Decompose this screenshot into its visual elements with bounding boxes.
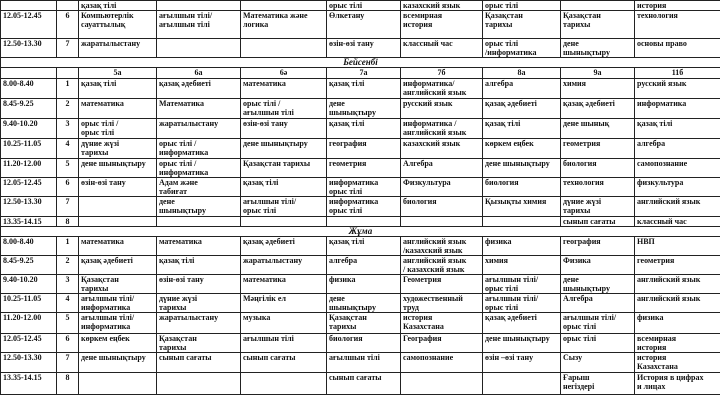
lesson-cell: Қазақстан тарихы	[483, 11, 561, 39]
class-name: 7б	[401, 68, 483, 79]
lesson-cell: орыс тілі /информатика	[483, 39, 561, 58]
lesson-cell: казахский язык	[401, 1, 483, 11]
lesson-cell: қазақ әдебиеті	[79, 256, 157, 275]
lesson-cell: қазақ әдебиеті	[483, 99, 561, 119]
lesson-cell: өзін-өзі тану	[241, 119, 327, 139]
lesson-cell: орыс тілі / информатика	[157, 139, 241, 159]
lesson-cell: ағылшын тілі	[241, 334, 327, 353]
lesson-cell	[157, 39, 241, 58]
lesson-cell: ағылшын тілі/ орыс тілі	[241, 197, 327, 217]
lesson-cell: технология	[635, 11, 720, 39]
lesson-cell: қазақ тілі	[483, 119, 561, 139]
lesson-time: 11.20-12.00	[1, 313, 57, 334]
lesson-cell: өзін-өзі тану	[79, 178, 157, 197]
lesson-time: 12.05-12.45	[1, 178, 57, 197]
lesson-cell: геометрия	[327, 159, 401, 178]
lesson-cell: История в цифрах и лицах	[635, 373, 720, 395]
lesson-cell: НВП	[635, 237, 720, 256]
lesson-cell: музыка	[241, 313, 327, 334]
lesson-cell: қазақ тілі	[79, 79, 157, 99]
lesson-cell	[483, 373, 561, 395]
lesson-number: 2	[57, 256, 79, 275]
lesson-cell: биология	[401, 197, 483, 217]
lesson-cell: ағылшын тілі/ информатика	[79, 313, 157, 334]
lesson-cell: Қазақстан тарихы	[241, 159, 327, 178]
lesson-cell: көркем еңбек	[483, 139, 561, 159]
lesson-cell: қазақ әдебиеті	[157, 79, 241, 99]
lesson-cell: қазақ әдебиеті	[561, 99, 635, 119]
class-header-row	[1, 68, 720, 79]
lesson-cell: информатика/ английский язык	[401, 79, 483, 99]
day-name: Жұма	[1, 227, 720, 237]
lesson-cell: информатика	[635, 99, 720, 119]
lesson-cell: химия	[561, 79, 635, 99]
lesson-cell	[401, 217, 483, 227]
lesson-cell: дүние жүзі тарихы	[157, 294, 241, 313]
lesson-cell: Қызықты химия	[483, 197, 561, 217]
lesson-cell: дүние жүзі тарихы	[79, 139, 157, 159]
class-name: 9а	[561, 68, 635, 79]
class-name: 8а	[483, 68, 561, 79]
lesson-cell: өзін –өзі тану	[483, 353, 561, 373]
lesson-time: 8.00-8.40	[1, 79, 57, 99]
lesson-number: 7	[57, 39, 79, 58]
lesson-cell: английский язык	[635, 294, 720, 313]
lesson-cell	[483, 217, 561, 227]
lesson-cell: Физкультура	[401, 178, 483, 197]
lesson-cell: казахский язык	[401, 139, 483, 159]
lesson-cell: қазақ тілі	[327, 237, 401, 256]
lesson-time: 8.45-9.25	[1, 256, 57, 275]
lesson-cell: художественный труд	[401, 294, 483, 313]
lesson-cell: технология	[561, 178, 635, 197]
lesson-number: 2	[57, 99, 79, 119]
lesson-cell: английский язык /казахский язык	[401, 237, 483, 256]
lesson-row	[1, 39, 720, 58]
lesson-cell: геометрия	[635, 256, 720, 275]
lesson-cell: ағылшын тілі/ орыс тілі	[561, 313, 635, 334]
lesson-cell: дене шынық	[561, 119, 635, 139]
lesson-cell: орыс тілі	[327, 1, 401, 11]
lesson-cell: физика	[483, 237, 561, 256]
lesson-cell: орыс тілі	[561, 334, 635, 353]
lesson-cell: Ғарыш негіздері	[561, 373, 635, 395]
lesson-cell: өзін-өзі тану	[327, 39, 401, 58]
lesson-cell: геометрия	[561, 139, 635, 159]
lesson-cell	[157, 373, 241, 395]
lesson-cell: информатика / английский язык	[401, 119, 483, 139]
lesson-cell: алгебра	[327, 256, 401, 275]
lesson-row	[1, 79, 720, 99]
lesson-row	[1, 159, 720, 178]
lesson-number: 6	[57, 334, 79, 353]
lesson-time: 8.45-9.25	[1, 99, 57, 119]
lesson-cell: основы право	[635, 39, 720, 58]
lesson-cell: всемирная история	[401, 11, 483, 39]
lesson-cell: қазақ тілі	[327, 79, 401, 99]
lesson-cell: дене шынықтыру	[327, 99, 401, 119]
lesson-time: 12.05-12.45	[1, 334, 57, 353]
lesson-cell: жаратылыстану	[157, 313, 241, 334]
lesson-number: 5	[57, 313, 79, 334]
lesson-cell	[241, 217, 327, 227]
lesson-cell: классный час	[635, 217, 720, 227]
lesson-cell: орыс тілі / ағылшын тілі	[241, 99, 327, 119]
day-header-row	[1, 58, 720, 68]
lesson-cell: Қазақстан тарихы	[561, 11, 635, 39]
lesson-cell: дене шынықтыру	[327, 294, 401, 313]
lesson-cell: ағылшын тілі	[327, 353, 401, 373]
lesson-time: 10.25-11.05	[1, 139, 57, 159]
lesson-cell: Математика	[157, 99, 241, 119]
lesson-cell	[241, 1, 327, 11]
lesson-time	[1, 1, 57, 11]
lesson-cell: Физика	[561, 256, 635, 275]
lesson-time: 12.50-13.30	[1, 197, 57, 217]
lesson-cell: информатика орыс тілі	[327, 197, 401, 217]
lesson-cell: сынып сағаты	[327, 373, 401, 395]
lesson-cell: Сызу	[561, 353, 635, 373]
lesson-cell: Мәңгілік ел	[241, 294, 327, 313]
lesson-cell: самопознание	[635, 159, 720, 178]
lesson-cell: история	[635, 1, 720, 11]
lesson-row	[1, 373, 720, 395]
lesson-cell: география	[561, 237, 635, 256]
lesson-cell: орыс тілі	[483, 1, 561, 11]
lesson-number: 8	[57, 217, 79, 227]
lesson-cell: биология	[483, 178, 561, 197]
lesson-row	[1, 294, 720, 313]
lesson-number: 4	[57, 139, 79, 159]
lesson-cell: дене шынықтыру	[79, 159, 157, 178]
class-name: 6ә	[241, 68, 327, 79]
lesson-cell: ағылшын тілі/ информатика	[79, 294, 157, 313]
lesson-cell: английский язык	[635, 275, 720, 294]
lesson-number: 6	[57, 178, 79, 197]
lesson-row	[1, 313, 720, 334]
lesson-cell	[241, 39, 327, 58]
lesson-time: 8.00-8.40	[1, 237, 57, 256]
lesson-cell	[157, 1, 241, 11]
lesson-cell	[401, 373, 483, 395]
lesson-cell	[561, 1, 635, 11]
lesson-number: 3	[57, 119, 79, 139]
lesson-number: 4	[57, 294, 79, 313]
lesson-cell: Компьютерлік сауаттылық	[79, 11, 157, 39]
class-name: 5а	[79, 68, 157, 79]
lesson-cell: математика	[79, 237, 157, 256]
lesson-time: 10.25-11.05	[1, 294, 57, 313]
lesson-cell: Математика және логика	[241, 11, 327, 39]
lesson-cell: Алгебра	[561, 294, 635, 313]
class-name: 7а	[327, 68, 401, 79]
lesson-cell: русский язык	[635, 79, 720, 99]
lesson-cell: жаратылыстану	[79, 39, 157, 58]
lesson-cell: Адам және табиғат	[157, 178, 241, 197]
lesson-cell	[241, 373, 327, 395]
lesson-number: 8	[57, 373, 79, 395]
lesson-cell: дене шынықтыру	[79, 353, 157, 373]
lesson-cell: всемирная история	[635, 334, 720, 353]
lesson-cell: сынып сағаты	[157, 353, 241, 373]
lesson-cell: физика	[327, 275, 401, 294]
lesson-row	[1, 197, 720, 217]
lesson-time: 13.35-14.15	[1, 373, 57, 395]
lesson-cell: география	[327, 139, 401, 159]
lesson-cell: География	[401, 334, 483, 353]
lesson-cell: Қазақстан тарихы	[327, 313, 401, 334]
lesson-row	[1, 217, 720, 227]
lesson-cell: Қазақстан тарихы	[157, 334, 241, 353]
lesson-time: 13.35-14.15	[1, 217, 57, 227]
lesson-number: 1	[57, 79, 79, 99]
lesson-cell: информатика орыс тілі	[327, 178, 401, 197]
lesson-cell	[79, 197, 157, 217]
lesson-cell: сынып сағаты	[241, 353, 327, 373]
lesson-cell: английский язык	[635, 197, 720, 217]
lesson-cell: қазақ тілі	[157, 256, 241, 275]
lesson-cell: Қазақстан тарихы	[79, 275, 157, 294]
lesson-row	[1, 353, 720, 373]
lesson-row	[1, 139, 720, 159]
day-name: Бейсенбі	[1, 58, 720, 68]
lesson-cell: дене шынықтыру	[157, 197, 241, 217]
class-header-blank	[1, 68, 57, 79]
lesson-number: 1	[57, 237, 79, 256]
lesson-cell	[327, 217, 401, 227]
day-header-row	[1, 227, 720, 237]
lesson-cell: русский язык	[401, 99, 483, 119]
lesson-cell: қазақ тілі	[241, 178, 327, 197]
lesson-cell: дене шынықтыру	[483, 334, 561, 353]
lesson-number: 6	[57, 11, 79, 39]
lesson-cell: алгебра	[635, 139, 720, 159]
lesson-time: 12.50-13.30	[1, 39, 57, 58]
lesson-cell: биология	[327, 334, 401, 353]
lesson-row	[1, 256, 720, 275]
lesson-cell: сынып сағаты	[561, 217, 635, 227]
lesson-cell: история Казахстана	[635, 353, 720, 373]
lesson-row	[1, 11, 720, 39]
lesson-row	[1, 178, 720, 197]
lesson-cell: математика	[157, 237, 241, 256]
lesson-time: 12.50-13.30	[1, 353, 57, 373]
lesson-cell: дене шынықтыру	[561, 275, 635, 294]
lesson-time: 11.20-12.00	[1, 159, 57, 178]
lesson-cell: Алгебра	[401, 159, 483, 178]
class-header-blank	[57, 68, 79, 79]
lesson-cell: дене шынықтыру	[483, 159, 561, 178]
lesson-cell: Геометрия	[401, 275, 483, 294]
lesson-cell: ағылшын тілі/ ағылшын тілі	[157, 11, 241, 39]
lesson-row	[1, 1, 720, 11]
lesson-cell: Өлкетану	[327, 11, 401, 39]
lesson-time: 9.40-10.20	[1, 275, 57, 294]
lesson-cell: орыс тілі / орыс тілі	[79, 119, 157, 139]
lesson-cell: жаратылыстану	[241, 256, 327, 275]
lesson-number: 5	[57, 159, 79, 178]
lesson-cell: дене шынықтыру	[241, 139, 327, 159]
lesson-cell: қазақ тілі	[327, 119, 401, 139]
lesson-number	[57, 1, 79, 11]
lesson-cell: жаратылыстану	[157, 119, 241, 139]
lesson-cell: ағылшын тілі/ орыс тілі	[483, 275, 561, 294]
lesson-cell: биология	[561, 159, 635, 178]
lesson-cell: самопознание	[401, 353, 483, 373]
lesson-time: 12.05-12.45	[1, 11, 57, 39]
lesson-cell	[79, 373, 157, 395]
lesson-cell: физкультура	[635, 178, 720, 197]
lesson-time: 9.40-10.20	[1, 119, 57, 139]
lesson-cell: қазақ әдебиеті	[483, 313, 561, 334]
lesson-number: 7	[57, 353, 79, 373]
lesson-cell: математика	[241, 275, 327, 294]
lesson-cell: химия	[483, 256, 561, 275]
lesson-row	[1, 99, 720, 119]
lesson-row	[1, 237, 720, 256]
lesson-cell: қазақ тілі	[635, 119, 720, 139]
lesson-cell: математика	[79, 99, 157, 119]
class-name: 6а	[157, 68, 241, 79]
lesson-cell: алгебра	[483, 79, 561, 99]
lesson-cell	[157, 217, 241, 227]
lesson-row	[1, 275, 720, 294]
lesson-row	[1, 119, 720, 139]
lesson-cell: қазақ тілі	[79, 1, 157, 11]
lesson-cell: математика	[241, 79, 327, 99]
lesson-number: 7	[57, 197, 79, 217]
lesson-cell: орыс тілі / информатика	[157, 159, 241, 178]
lesson-cell: история Казахстана	[401, 313, 483, 334]
lesson-cell: қазақ әдебиеті	[241, 237, 327, 256]
lesson-cell: классный час	[401, 39, 483, 58]
lesson-number: 3	[57, 275, 79, 294]
lesson-cell: дүние жүзі тарихы	[561, 197, 635, 217]
lesson-cell: өзін-өзі тану	[157, 275, 241, 294]
lesson-cell: физика	[635, 313, 720, 334]
lesson-row	[1, 334, 720, 353]
lesson-cell	[79, 217, 157, 227]
lesson-cell: английский язык / казахский язык	[401, 256, 483, 275]
lesson-cell: ағылшын тілі/ орыс тілі	[483, 294, 561, 313]
class-name: 11б	[635, 68, 720, 79]
lesson-cell: көркем еңбек	[79, 334, 157, 353]
lesson-cell: дене шынықтыру	[561, 39, 635, 58]
